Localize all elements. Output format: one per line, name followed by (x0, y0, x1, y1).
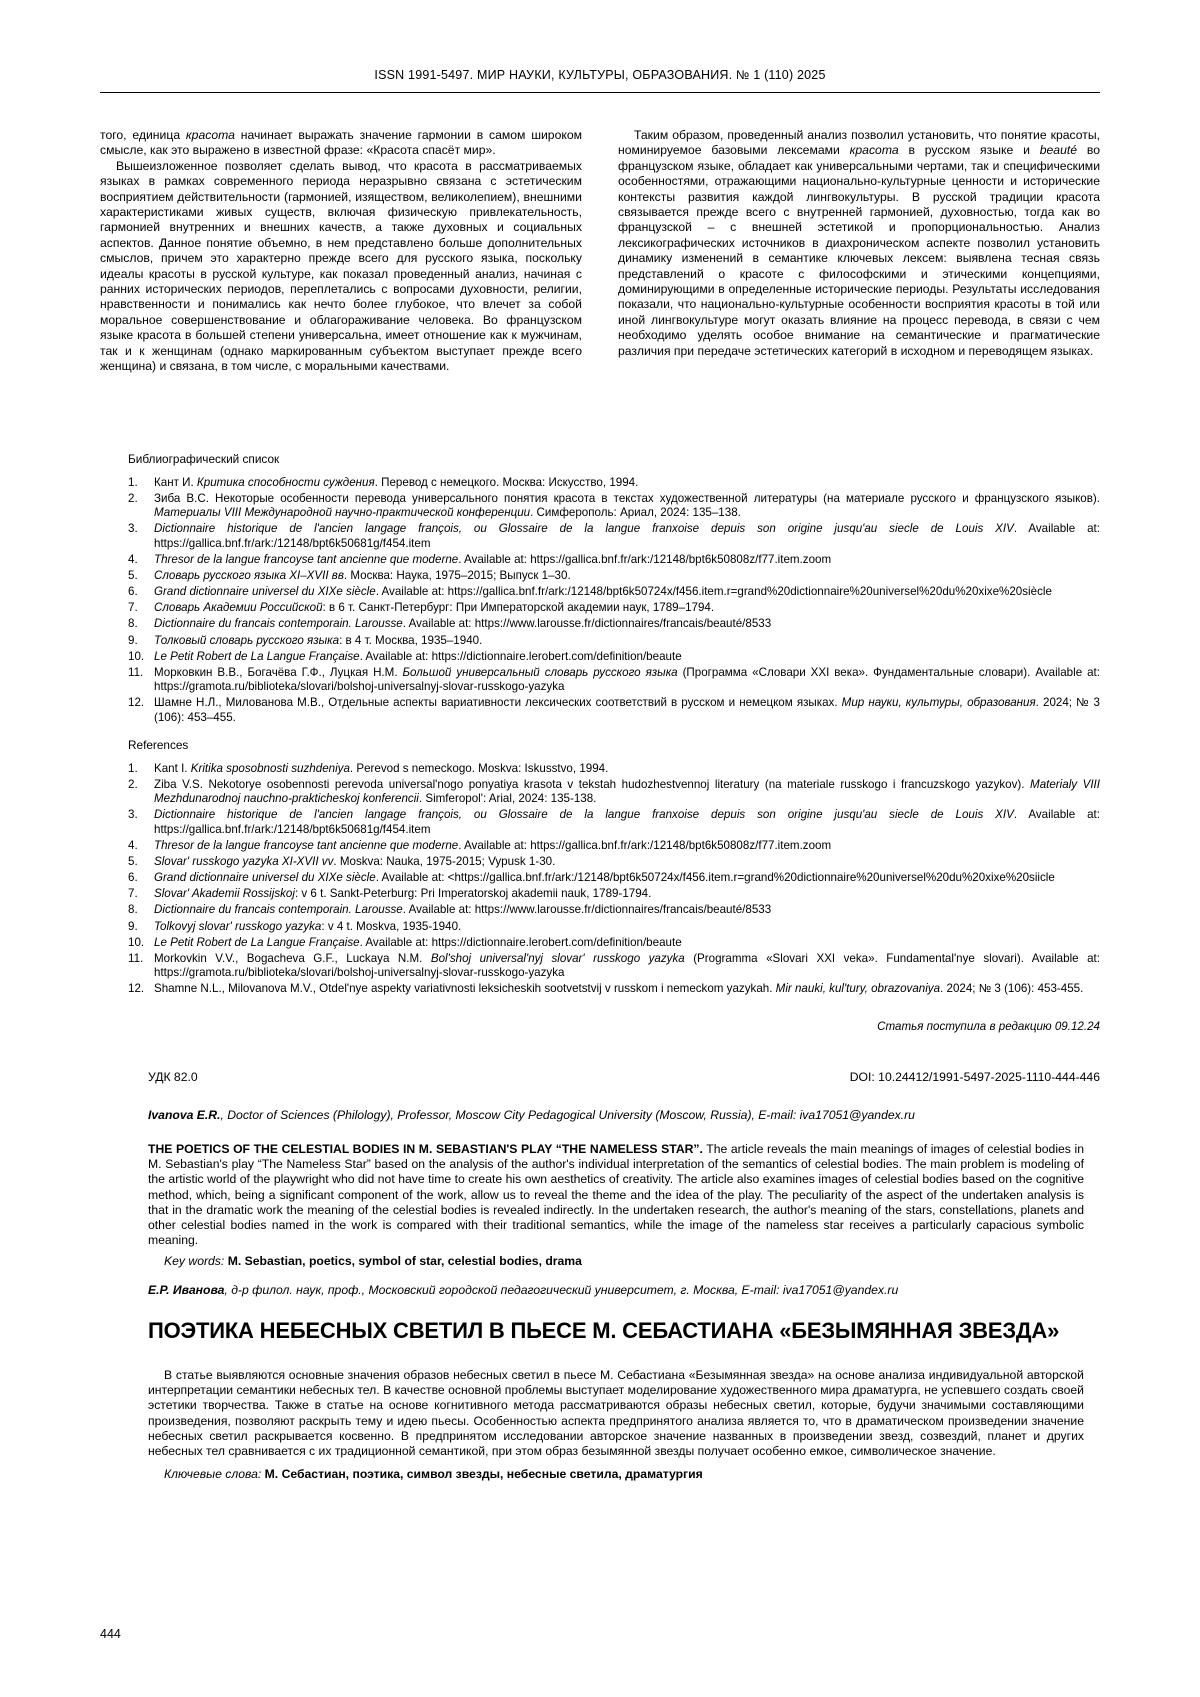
reference-text: Dictionnaire historique de l'ancien langage françois, ou Glossaire de la langue franxoise depuis son origine jusqu'au siecle de Louis XIV. Available at: https://gallica.bnf.fr/ark:/12148/bpt6k50681g/f454.item (154, 808, 1100, 836)
reference-number: 9. (128, 919, 138, 933)
bibliography-list (128, 476, 1100, 726)
reference-item (128, 887, 1100, 902)
reference-text: Morkovkin V.V., Bogacheva G.F., Luckaya N.M. Bol'shoj universal'nyj slovar' russkogo yazyka (Programma «Slovari XXI veka». Fundamental'nye slovari). Available at: https://gramota.ru/biblioteka/slovari/bolshoj-universalnyj-slovar-russkogo-yazyka (154, 951, 1100, 980)
reference-item (128, 936, 1100, 951)
reference-number: 10. (128, 649, 145, 663)
reference-number: 8. (128, 903, 138, 917)
reference-item (128, 650, 1100, 665)
udk-doi-row (148, 1070, 1100, 1084)
reference-item (128, 839, 1100, 854)
reference-number: 9. (128, 633, 138, 647)
reference-item (128, 492, 1100, 521)
reference-item (128, 778, 1100, 807)
reference-item (128, 855, 1100, 870)
keywords-en: M. Sebastian, poetics, symbol of star, celestial bodies, drama (227, 1254, 582, 1269)
left-paragraph-2: Вышеизложенное позволяет сделать вывод, что красота в рассматриваемых языках в рамках современного периода неразрывно связана с эстетическим восприятием действительности (гармонией, изяществом, великолепием), внешними характеристиками живых существ, включая физическую привлекательность, гармонией внутренних и внешних качеств, а также духовных и социальных аспектов. Данное понятие объемно, в нем представлено больше дополнительных смыслов, причем это характерно прежде всего для русского языка, поскольку идеалы красоты в русской культуре, как показал проведенный анализ, начиная с ранних исторических периодов, переплетались с вопросами духовности, религии, нравственности и понимались как нечто более глубокое, что влечет за собой моральное совершенствование и облагораживание человека. Во французском языке красота в большей степени универсальна, имеет отношение как к мужчинам, так и к женщинам (однако маркированным субъектом выступает прежде всего женщина) и связана, в том числе, с моральными качествами. (100, 158, 582, 374)
reference-number: 1. (128, 475, 138, 489)
keywords-ru: М. Себастиан, поэтика, символ звезды, небесные светила, драматургия (264, 1467, 703, 1482)
reference-text: Thresor de la langue francoyse tant ancienne que moderne. Available at: https://gallica.bnf.fr/ark:/12148/bpt6k50808z/f77.item.zoom (154, 553, 832, 567)
abstract-ru: В статье выявляются основные значения образов небесных светил в пьесе М. Себастиана «Безымянная звезда» на основе анализа индивидуальной авторской интерпретации семантики небесных тел. В качестве основной проблемы выступает моделирование художественного мира драматурга, не успевшего создать своей эстетики творчества. Также в статье на основе когнитивного метода рассматриваются образы небесных светил, которые, будучи значимыми составляющими произведения, позволяют раскрыть тему и идею пьесы. Особенностью аспекта предпринятого анализа является то, что в драматическом произведении значение небесных светил раскрывается косвенно. В предпринятом исследовании авторское значение названных в произведении звезд, созвездий, планет и других небесных тел сравнивается с их традиционной семантикой, при этом образ безымянной звезды получает особенно емкое, символическое значение. (148, 1368, 1084, 1459)
keywords-ru-row (148, 1467, 1084, 1482)
reference-number: 5. (128, 855, 138, 869)
references-section (128, 738, 1100, 999)
reference-item (128, 601, 1100, 616)
reference-text: Ziba V.S. Nekotorye osobennosti perevoda universal'nogo ponyatiya krasota v tekstah hudozhestvennoj literatury (na materiale russkogo i francuzskogo yazykov). Materialy VIII Mezhdunarodnoj nauchno-prakticheskoj konferencii. Simferopol': Arial, 2024: 135-138. (154, 777, 1100, 806)
reference-text: Slovar' russkogo yazyka XI-XVII vv. Moskva: Nauka, 1975-2015; Vypusk 1-30. (154, 855, 556, 869)
reference-text: Tolkovyj slovar' russkogo yazyka: v 4 t. Moskva, 1935-1940. (154, 919, 462, 933)
title-ru: ПОЭТИКА НЕБЕСНЫХ СВЕТИЛ В ПЬЕСЕ М. СЕБАСТИАНА «БЕЗЫМЯННАЯ ЗВЕЗДА» (148, 1318, 1060, 1343)
reference-text: Thresor de la langue francoyse tant ancienne que moderne. Available at: https://gallica.bnf.fr/ark:/12148/bpt6k50808z/f77.item.zoom (154, 839, 832, 853)
right-column (618, 128, 1100, 375)
reference-number: 3. (128, 522, 138, 536)
reference-item (128, 920, 1100, 935)
reference-item (128, 553, 1100, 568)
reference-text: Словарь Академии Российской: в 6 т. Санкт-Петербург: При Императорской академии наук, 1789–1794. (154, 601, 715, 615)
doi-code: DOI: 10.24412/1991-5497-2025-1110-444-446 (849, 1070, 1100, 1084)
reference-text: Kant I. Kritika sposobnosti suzhdeniya. Perevod s nemeckogo. Moskva: Iskusstvo, 1994. (154, 761, 609, 775)
reference-item (128, 982, 1100, 997)
reference-item (128, 903, 1100, 918)
author-en: Ivanova E.R., Doctor of Sciences (Philology), Professor, Moscow City Pedagogical University (Moscow, Russia), E-mail: iva17051@yandex.ru (148, 1108, 915, 1122)
reference-item (128, 808, 1100, 837)
reference-text: Шамне Н.Л., Милованова М.В., Отдельные аспекты вариативности лексических соответствий в русском и немецком языках. Мир науки, культуры, образования. 2024; № 3 (106): 453–455. (154, 696, 1100, 724)
reference-text: Shamne N.L., Milovanova M.V., Otdel'nye aspekty variativnosti leksicheskih sootvetstvij v russkom i nemeckom yazykah. Mir nauki, kul'tury, obrazovaniya. 2024; № 3 (106): 453-455. (154, 982, 1084, 996)
reference-number: 12. (128, 982, 145, 996)
reference-item (128, 476, 1100, 491)
udk-code: УДК 82.0 (148, 1070, 198, 1084)
reference-number: 8. (128, 617, 138, 631)
reference-item (128, 522, 1100, 551)
reference-text: Dictionnaire du francais contemporain. Larousse. Available at: https://www.larousse.fr/dictionnaires/francais/beauté/8533 (154, 903, 772, 917)
abstract-en: The article reveals the main meanings of images of celestial bodies in M. Sebastian's play “The Nameless Star” based on the analysis of the author's individual interpretation of the semantics of celestial bodies. The main problem is modeling of the artistic world of the playwright who did not have time to create his own aesthetics of creativity. The article also examines images of celestial bodies based on the cognitive method, which, being a significant component of the work, allow us to reveal the theme and the idea of the play. The peculiarity of the aspect of the undertaken analysis is that in the dramatic work the meaning of the celestial bodies is revealed indirectly. In the undertaken research, the author's meaning of the stars, constellations, planets and other celestial bodies named in the work is compared with their traditional semantics, while the image of the nameless star receives a particularly capacious symbolic meaning. (148, 1142, 1084, 1248)
left-paragraph-1: того, единица красота начинает выражать значение гармонии в самом широком смысле, как это выражено в известной фразе: «Красота спасёт мир». (100, 128, 582, 158)
reference-number: 7. (128, 887, 138, 901)
reference-item (128, 871, 1100, 886)
reference-text: Словарь русского языка XI–XVII вв. Москва: Наука, 1975–2015; Выпуск 1–30. (154, 569, 571, 583)
reference-text: Dictionnaire historique de l'ancien langage françois, ou Glossaire de la langue franxoise depuis son origine jusqu'au siecle de Louis XIV. Available at: https://gallica.bnf.fr/ark:/12148/bpt6k50681g/f454.item (154, 522, 1100, 550)
author-ru: Е.Р. Иванова, д-р филол. наук, проф., Московский городской педагогический университет, г. Москва, E-mail: iva17051@yandex.ru (148, 1283, 899, 1297)
reference-number: 10. (128, 935, 145, 949)
reference-number: 2. (128, 491, 138, 505)
two-column-body (100, 128, 1100, 375)
reference-item (128, 634, 1100, 649)
reference-text: Dictionnaire du francais contemporain. Larousse. Available at: https://www.larousse.fr/dictionnaires/francais/beauté/8533 (154, 617, 772, 631)
keywords-en-row (148, 1254, 1084, 1269)
header-rule (100, 92, 1100, 93)
reference-number: 11. (128, 951, 144, 965)
reference-number: 12. (128, 696, 145, 710)
title-en: THE POETICS OF THE CELESTIAL BODIES IN M. SEBASTIAN'S PLAY “THE NAMELESS STAR”. (148, 1142, 703, 1156)
reference-text: Grand dictionnaire universel du XIXe siècle. Available at: <https://gallica.bnf.fr/ark:/12148/bpt6k50724x/f456.item.r=grand%20dictionnaire%20universel%20du%20xixe%20siicle (154, 871, 1055, 885)
reference-text: Le Petit Robert de La Langue Française. Available at: https://dictionnaire.lerobert.com/definition/beaute (154, 935, 682, 949)
keywords-ru-label: Ключевые слова: (164, 1467, 262, 1482)
reference-text: Grand dictionnaire universel du XIXe siècle. Available at: https://gallica.bnf.fr/ark:/12148/bpt6k50724x/f456.item.r=grand%20dictionnaire%20universel%20du%20xixe%20siècle (154, 585, 1052, 599)
references-list (128, 762, 1100, 997)
reference-number: 3. (128, 808, 138, 822)
reference-number: 4. (128, 553, 138, 567)
keywords-en-label: Key words: (164, 1254, 225, 1269)
reference-text: Slovar' Akademii Rossijskoj: v 6 t. Sankt-Peterburg: Pri Imperatorskoj akademii nauk, 1789-1794. (154, 887, 652, 901)
reference-item (128, 666, 1100, 695)
reference-text: Зиба В.С. Некоторые особенности перевода универсального понятия красота в текстах художественной литературы (на материале русского и французского языков). Материалы VIII Международной научно-практической конференции. Симферополь: Ариал, 2024: 135–138. (154, 491, 1100, 520)
reference-text: Толковый словарь русского языка: в 4 т. Москва, 1935–1940. (154, 633, 483, 647)
reference-item (128, 696, 1100, 725)
running-head: ISSN 1991-5497. МИР НАУКИ, КУЛЬТУРЫ, ОБРАЗОВАНИЯ. № 1 (110) 2025 (374, 68, 826, 82)
reference-number: 2. (128, 777, 138, 791)
reference-number: 1. (128, 761, 138, 775)
reference-number: 5. (128, 569, 138, 583)
reference-text: Le Petit Robert de La Langue Française. Available at: https://dictionnaire.lerobert.com/definition/beaute (154, 649, 682, 663)
reference-number: 6. (128, 585, 138, 599)
bibliography-section (128, 452, 1100, 727)
reference-item (128, 762, 1100, 777)
bibliography-title: Библиографический список (128, 452, 280, 466)
left-column (100, 128, 582, 375)
page-number: 444 (100, 1627, 121, 1641)
reference-number: 7. (128, 601, 138, 615)
reference-text: Морковкин В.В., Богачёва Г.Ф., Луцкая Н.М. Большой универсальный словарь русского языка (Программа «Словари XXI века». Фундаментальные словари). Available at: https://gramota.ru/biblioteka/slovari/bolshoj-universalnyj-slovar-russkogo-yazyka (154, 665, 1100, 694)
reference-number: 6. (128, 871, 138, 885)
reference-item (128, 617, 1100, 632)
reference-item (128, 952, 1100, 981)
references-title: References (128, 738, 189, 752)
reference-text: Кант И. Критика способности суждения. Перевод с немецкого. Москва: Искусство, 1994. (154, 475, 639, 489)
reference-number: 11. (128, 665, 144, 679)
reference-item (128, 569, 1100, 584)
reference-item (128, 585, 1100, 600)
received-date: Статья поступила в редакцию 09.12.24 (877, 1020, 1100, 1033)
abstract-ru-block (148, 1368, 1084, 1482)
reference-number: 4. (128, 839, 138, 853)
abstract-en-block (148, 1142, 1084, 1270)
right-paragraph-1: Таким образом, проведенный анализ позволил установить, что понятие красоты, номинируемое базовыми лексемами красота в русском языке и beauté во французском языке, обладает как универсальными чертами, так и специфическими особенностями, отражающими национально-культурные ценности и исторические контексты развития каждой лингвокультуры. В русской традиции красота связывается прежде всего с внутренней гармонией, духовностью, тогда как во французской – с внешней эстетикой и пропорциональностью. Анализ лексикографических источников в диахроническом аспекте позволил установить динамику изменений в семантике ключевых лексем: выявлена тесная связь представлений о красоте с философскими и этическими концепциями, доминирующими в определенные исторические периоды. Результаты исследования показали, что национально-культурные особенности восприятия красоты в той или иной лингвокультуре могут оказать влияние на процесс перевода, в связи с чем необходимо уделять особое внимание на семантические и прагматические различия при передаче эстетических категорий в исходном и переводящем языках. (618, 128, 1100, 358)
